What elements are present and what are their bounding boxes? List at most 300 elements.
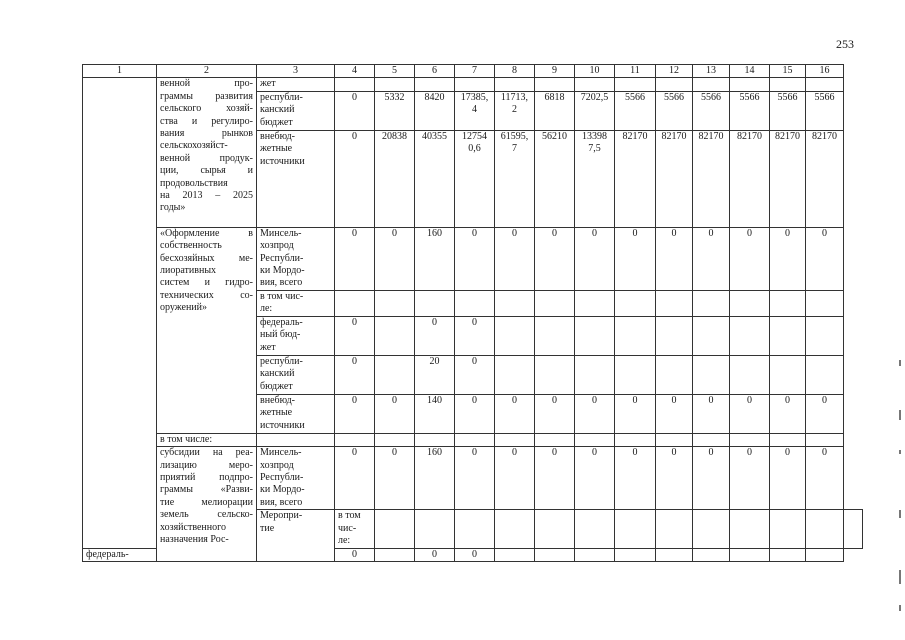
header-cell: 12 [656,65,693,78]
value-cell [806,290,844,316]
value-cell [495,433,535,446]
value-cell [455,227,495,290]
value-cell [495,548,535,561]
value-cell [575,316,615,355]
value-cell [415,78,455,91]
value-line: 20 [429,355,440,367]
cell-line: ки Мордо- [260,484,305,496]
value-cell [693,510,730,548]
value-cell [615,433,656,446]
cell-line: Минсель- [260,227,302,239]
value-cell [535,227,575,290]
value-cell [335,447,375,510]
cell-line: федераль- [86,548,129,560]
value-cell [535,91,575,130]
value-line: 0 [352,227,357,239]
value-line: 0 [785,227,790,239]
value-cell [335,394,375,433]
value-cell [615,510,656,548]
cell-line: бюджет [260,116,293,128]
value-cell [415,447,455,510]
value-line: 0 [432,548,437,560]
header-cell: 1 [83,65,157,78]
value-line: 8420 [424,91,445,103]
value-line: 0 [352,316,357,328]
cell-line: граммы «Разви- [160,484,253,496]
value-cell [656,394,693,433]
value-cell [615,316,656,355]
value-cell [495,316,535,355]
value-line: 61595, [500,130,529,142]
value-line: 0 [671,394,677,406]
value-line: 12754 [462,130,487,142]
source-cell: жет [257,78,335,91]
value-line: 0 [671,447,677,459]
value-line: 2 [512,104,517,116]
value-cell [730,394,770,433]
header-cell: 2 [157,65,257,78]
value-line: 0 [472,316,477,328]
value-cell [535,433,575,446]
value-cell [770,447,806,510]
value-cell [455,510,495,548]
value-line: 0 [822,227,827,239]
value-cell [615,130,656,227]
value-cell [615,355,656,394]
value-line: 0 [822,394,827,406]
value-line: 4 [472,104,477,116]
cell-line: вания рынков [160,128,253,140]
cell-line: ный бюд- [260,329,301,341]
cell-line: федераль- [260,316,303,328]
value-line: 0 [472,447,477,459]
value-line: 0 [632,227,638,239]
cell-line: жет [260,341,276,353]
table-row [83,433,863,446]
value-cell [615,227,656,290]
cell-line: республи- [260,355,303,367]
cell-line: республи- [260,91,303,103]
value-cell [806,394,844,433]
value-cell [693,91,730,130]
in-that-number-cell: в том числе: [157,433,257,446]
cell-line: оружений» [160,302,208,314]
table-row [83,78,863,91]
value-cell [455,447,495,510]
value-cell [730,130,770,227]
value-cell [770,394,806,433]
cell-line: вия, всего [260,277,303,289]
value-line: 0 [512,447,517,459]
cell-line: ле: [338,535,351,547]
value-cell [335,355,375,394]
cell-line: в том чис- [338,510,361,534]
source-cell [257,130,335,227]
value-cell [335,78,375,91]
value-line: 0 [552,227,557,239]
cell-line: бесхозяйных ме- [160,252,253,264]
header-cell: 7 [455,65,495,78]
value-cell [806,510,844,548]
value-line: 0 [392,394,397,406]
cell-line: продовольствия [160,177,228,189]
cell-line: хозяйственного [160,521,226,533]
value-cell [455,316,495,355]
cell-line: жетные [260,143,293,155]
value-line: 13398 [582,130,607,142]
value-line: 0 [472,355,477,367]
program-name-cell [157,78,257,227]
value-cell [693,227,730,290]
source-cell [83,548,157,561]
cell-line: сельского хозяй- [160,103,253,115]
value-line: 82170 [698,130,724,142]
value-cell [730,227,770,290]
cell-line: вия, всего [260,496,303,508]
value-line: 82170 [661,130,687,142]
value-cell [415,510,455,548]
header-cell: 4 [335,65,375,78]
value-cell [730,510,770,548]
value-line: 0 [592,227,597,239]
value-cell [844,510,863,548]
cell-line: венной про- [160,78,253,90]
cell-line: внебюд- [260,394,295,406]
value-cell [575,447,615,510]
value-line: 0 [472,548,477,560]
value-cell [335,91,375,130]
value-line: 82170 [775,130,800,142]
value-cell [455,91,495,130]
cell-line: ства и регулиро- [160,115,253,127]
value-cell [770,510,806,548]
value-cell [415,394,455,433]
value-cell [693,355,730,394]
value-cell [455,130,495,227]
value-cell [806,227,844,290]
value-cell [656,227,693,290]
value-line: 0 [552,447,557,459]
header-cell: 13 [693,65,730,78]
value-cell [693,433,730,446]
value-cell [495,130,535,227]
value-cell [455,355,495,394]
value-cell [656,548,693,561]
cell-line: назначения Рос- [160,534,229,546]
value-line: 11713, [500,91,529,103]
value-cell [770,227,806,290]
value-cell [375,78,415,91]
cell-line: венной продук- [160,152,253,164]
value-cell [806,91,844,130]
header-cell: 5 [375,65,415,78]
source-cell [257,290,335,316]
value-cell [575,394,615,433]
value-cell [656,91,693,130]
value-cell [415,91,455,130]
value-line: 40355 [422,130,447,142]
value-cell [730,78,770,91]
value-cell [806,548,844,561]
value-cell [535,290,575,316]
source-cell [257,316,335,355]
value-cell [806,447,844,510]
value-cell [415,290,455,316]
value-line: 0 [632,394,638,406]
value-line: 0 [352,548,357,560]
value-line: 0 [352,447,357,459]
value-cell [615,78,656,91]
value-line: 0 [392,447,397,459]
value-cell [455,78,495,91]
cell-line: Республи- [260,252,304,264]
value-cell [656,433,693,446]
value-cell [415,227,455,290]
value-cell [693,548,730,561]
value-cell [656,447,693,510]
value-line: 5566 [664,91,684,103]
page-number: 253 [836,37,854,51]
value-line: 6818 [544,91,565,103]
value-line: 0 [785,447,790,459]
budget-table [82,64,863,562]
source-cell [257,227,335,290]
value-cell [770,316,806,355]
cell-line: собственность [160,240,222,252]
value-cell [455,290,495,316]
value-cell [693,78,730,91]
cell-line: годы» [160,202,186,214]
cell-line: сельскохозяйст- [160,140,228,152]
value-line: 0 [785,394,790,406]
value-cell [693,290,730,316]
value-cell [375,227,415,290]
value-cell [770,548,806,561]
value-line: 0 [747,394,752,406]
value-line: 0 [592,394,597,406]
value-line: 0 [671,227,677,239]
value-cell [535,394,575,433]
value-cell [770,290,806,316]
cell-line: приятий подпро- [160,472,253,484]
value-cell [575,78,615,91]
value-line: 5566 [814,91,835,103]
value-cell [575,355,615,394]
value-line: 82170 [622,130,648,142]
value-line: 0 [512,227,517,239]
header-cell: 15 [770,65,806,78]
cell-line: на 2013 – 2025 [160,190,253,202]
source-cell [257,91,335,130]
value-cell [770,91,806,130]
cell-line: ки Мордо- [260,265,305,277]
value-cell [495,227,535,290]
value-cell [730,290,770,316]
value-cell [455,548,495,561]
value-line: 0 [512,394,517,406]
value-cell [575,433,615,446]
value-cell [495,447,535,510]
header-cell: 9 [535,65,575,78]
value-cell [770,433,806,446]
value-cell [495,78,535,91]
cell-line: земель сельско- [160,509,253,521]
value-cell [495,91,535,130]
header-cell: 10 [575,65,615,78]
value-line: 0 [708,447,714,459]
value-cell [693,447,730,510]
value-cell [693,394,730,433]
value-cell [335,130,375,227]
value-cell [375,91,415,130]
value-cell [656,355,693,394]
value-cell [375,290,415,316]
value-line: 82170 [737,130,762,142]
cell-line: хозпрод [260,240,294,252]
source-cell [257,355,335,394]
value-cell [770,355,806,394]
value-line: 0 [708,227,714,239]
value-line: 0 [352,355,357,367]
value-cell [656,316,693,355]
value-cell [730,91,770,130]
value-cell [575,130,615,227]
value-line: 0 [747,227,752,239]
value-cell [575,227,615,290]
scan-edge-marks [887,300,905,630]
value-cell [730,433,770,446]
value-line: 0 [392,227,397,239]
value-cell [455,394,495,433]
value-cell [730,447,770,510]
value-line: 7202,5 [580,91,609,103]
value-line: 82170 [812,130,837,142]
cell-line: ции, сырья и [160,165,253,177]
value-cell [806,130,844,227]
event-type-cell [257,510,335,562]
header-cell: 6 [415,65,455,78]
value-cell [770,130,806,227]
value-cell [375,433,415,446]
value-line: 56210 [542,130,567,142]
value-cell [615,394,656,433]
value-cell [730,355,770,394]
value-line: 0 [708,394,714,406]
value-cell [730,316,770,355]
cell-line: канский [260,104,295,116]
cell-line: граммы развития [160,90,253,102]
value-line: 0 [552,394,557,406]
value-cell [375,510,415,548]
value-line: 140 [427,394,442,406]
header-row [83,65,863,78]
value-cell [656,510,693,548]
value-cell [375,394,415,433]
value-cell [535,548,575,561]
value-cell [335,227,375,290]
header-cell: 14 [730,65,770,78]
value-cell [575,290,615,316]
cell-line: субсидии на реа- [160,447,253,459]
value-line: 0 [432,316,437,328]
cell-line: тие [260,522,275,534]
cell-line: лизацию меро- [160,459,253,471]
value-cell [806,355,844,394]
value-cell [615,290,656,316]
cell-line: ле: [260,303,273,315]
value-cell [615,548,656,561]
value-line: 0 [592,447,597,459]
value-cell [656,78,693,91]
value-line: 5332 [384,91,405,103]
header-cell: 16 [806,65,844,78]
source-cell [257,394,335,433]
subsidy-name-cell [157,447,257,562]
value-line: 0 [472,394,477,406]
cell-line: «Оформление в [160,227,253,239]
value-cell [730,548,770,561]
source-cell [257,447,335,510]
value-line: 0,6 [468,143,481,155]
value-cell [535,78,575,91]
value-cell [375,316,415,355]
value-cell [375,130,415,227]
value-cell [535,316,575,355]
header-cell: 3 [257,65,335,78]
value-line: 5566 [739,91,760,103]
source-cell [257,433,335,446]
value-line: 0 [632,447,638,459]
column-1-cell [83,78,157,548]
value-cell [693,130,730,227]
value-line: 5566 [625,91,645,103]
table-row [83,447,863,510]
value-cell [770,78,806,91]
cell-line: бюджет [260,380,293,392]
value-line: 17385, [460,91,489,103]
value-line: 0 [472,227,477,239]
value-line: 20838 [382,130,407,142]
cell-line: источники [260,155,305,167]
cell-line: лиоративных [160,265,217,277]
value-cell [335,548,375,561]
value-cell [575,548,615,561]
value-cell [656,130,693,227]
value-cell [375,355,415,394]
cell-line: внебюд- [260,130,295,142]
value-cell [415,433,455,446]
value-cell [495,290,535,316]
cell-line: систем и гидро- [160,277,253,289]
header-cell: 8 [495,65,535,78]
value-line: 0 [747,447,752,459]
value-cell [455,433,495,446]
cell-line: тие мелиорации [160,496,253,508]
value-line: 160 [427,227,442,239]
value-cell [415,130,455,227]
value-cell [535,130,575,227]
value-line: 0 [352,394,357,406]
value-line: 5566 [777,91,798,103]
cell-line: Минсель- [260,447,302,459]
value-line: 0 [352,130,357,142]
value-line: 5566 [701,91,721,103]
value-cell [806,316,844,355]
value-cell [495,355,535,394]
value-cell [615,91,656,130]
value-cell [415,316,455,355]
value-cell [575,510,615,548]
